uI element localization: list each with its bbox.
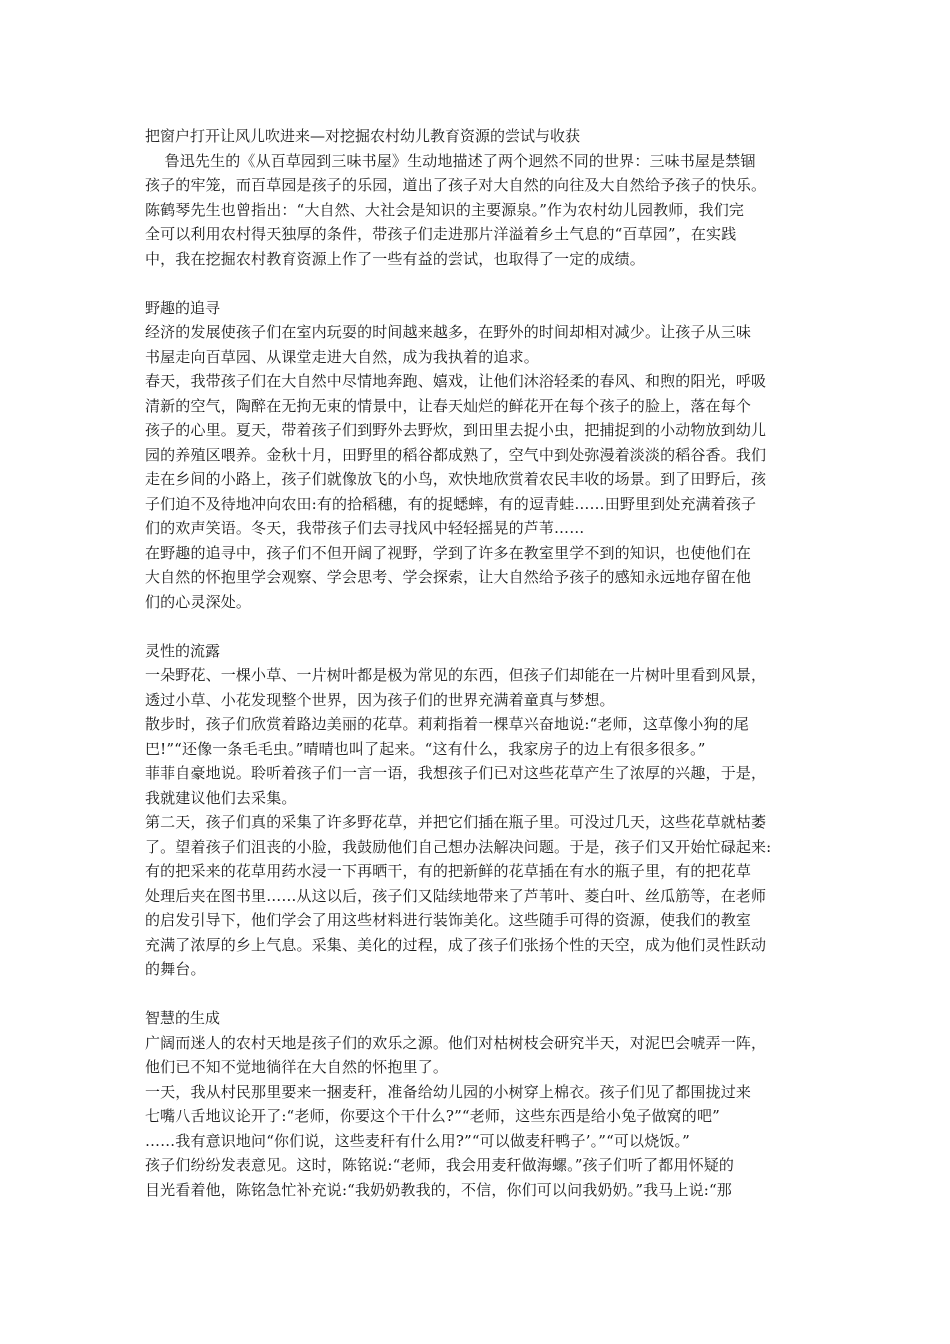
body-line: 了。望着孩子们沮丧的小脸，我鼓励他们自己想办法解决问题。于是，孩子们又开始忙碌起来: (145, 837, 772, 856)
paragraph-gap (145, 614, 805, 639)
intro-line: 鲁迅先生的《从百草园到三味书屋》生动地描述了两个迥然不同的世界：三味书屋是禁锢 (145, 151, 756, 170)
body-line: 的启发引导下，他们学会了用这些材料进行装饰美化。这些随手可得的资源，使我们的教室 (145, 911, 752, 929)
body-line: 七嘴八舌地议论开了:“老师，你要这个干什么?”“老师，这些东西是给小兔子做窝的吧” (145, 1107, 720, 1125)
body-line: 们的心灵深处。 (145, 592, 252, 611)
body-line: 在野趣的追寻中，孩子们不但开阔了视野，学到了许多在教室里学不到的知识，也使他们在 (145, 543, 752, 562)
body-line: 走在乡间的小路上，孩子们就像放飞的小鸟，欢快地欣赏着农民丰收的场景。到了田野后，孩 (145, 470, 767, 488)
section-wild-fun (145, 296, 805, 615)
body-line: 第二天，孩子们真的采集了许多野花草，并把它们插在瓶子里。可没过几天，这些花草就枯萎 (145, 813, 767, 831)
body-line: 书屋走向百草园、从课堂走进大自然，成为我执着的追求。 (145, 347, 539, 366)
body-line: 大自然的怀抱里学会观察、学会思考、学会探索，让大自然给予孩子的感知永远地存留在他 (145, 568, 752, 586)
document-page (145, 124, 805, 1202)
body-line: 有的把采来的花草用药水浸一下再晒干，有的把新鲜的花草插在有水的瓶子里，有的把花草 (145, 862, 752, 880)
body-line: 透过小草、小花发现整个世界，因为孩子们的世界充满着童真与梦想。 (145, 690, 615, 709)
body-line: 一天，我从村民那里要来一捆麦秆，准备给幼儿园的小树穿上棉衣。孩子们见了都围拢过来 (145, 1082, 752, 1101)
body-line: 充满了浓厚的乡上气息。采集、美化的过程，成了孩子们张扬个性的天空，成为他们灵性跃动 (145, 935, 767, 954)
body-line: 们的欢声笑语。冬天，我带孩子们去寻找风中轻轻摇晃的芦苇…… (145, 519, 585, 537)
document-title: 把窗户打开让风儿吹进来—对挖掘农村幼儿教育资源的尝试与收获 (145, 127, 581, 145)
body-line: 目光看着他，陈铭急忙补充说:“我奶奶教我的，不信，你们可以问我奶奶。”我马上说:“那 (145, 1180, 732, 1199)
section-heading: 灵性的流露 (145, 641, 221, 660)
body-line: 的舞台。 (145, 960, 206, 978)
body-line: ……我有意识地问“你们说，这些麦秆有什么用?”“可以做麦秆鸭子’。”“可以烧饭。” (145, 1131, 690, 1150)
body-line: 经济的发展使孩子们在室内玩耍的时间越来越多，在野外的时间却相对减少。让孩子从三味 (145, 323, 752, 341)
intro-paragraph (145, 149, 805, 272)
body-line: 子们迫不及待地冲向农田:有的拾稻穗，有的捉蟋蟀，有的逗青蛙……田野里到处充满着孩子 (145, 494, 757, 513)
body-line: 散步时，孩子们欣赏着路边美丽的花草。莉莉指着一棵草兴奋地说:“老师，这草像小狗的尾 (145, 715, 749, 733)
body-line: 一朵野花、一棵小草、一片树叶都是极为常见的东西，但孩子们却能在一片树叶里看到风景， (145, 666, 767, 684)
intro-line: 全可以利用农村得天独厚的条件，带孩子们走进那片洋溢着乡土气息的“百草园”，在实践 (145, 225, 737, 243)
intro-line: 孩子的牢笼，而百草园是孩子的乐园，道出了孩子对大自然的向往及大自然给予孩子的快乐。 (145, 176, 767, 194)
body-line: 处理后夹在图书里……从这以后，孩子们又陆续地带来了芦苇叶、菱白叶、丝瓜筋等，在老师 (145, 886, 767, 905)
section-heading: 野趣的追寻 (145, 298, 221, 317)
section-heading: 智慧的生成 (145, 1009, 221, 1027)
body-line: 菲菲自豪地说。聆听着孩子们一言一语，我想孩子们已对这些花草产生了浓厚的兴趣，于是， (145, 764, 767, 782)
body-line: 巴!”“还像一条毛毛虫。”晴晴也叫了起来。“这有什么，我家房子的边上有很多很多。” (145, 739, 706, 758)
body-line: 孩子们纷纷发表意见。这时，陈铭说:“老师，我会用麦秆做海螺。”孩子们听了都用怀疑的 (145, 1156, 735, 1174)
body-line: 园的养殖区喂养。金秋十月，田野里的稻谷都成熟了，空气中到处弥漫着淡淡的稻谷香。我们 (145, 445, 767, 464)
body-line: 我就建议他们去采集。 (145, 788, 297, 807)
paragraph-gap (145, 982, 805, 1007)
body-line: 清新的空气，陶醉在无拘无束的情景中，让春天灿烂的鲜花开在每个孩子的脸上，落在每个 (145, 396, 752, 415)
intro-line: 中，我在挖掘农村教育资源上作了一些有益的尝试，也取得了一定的成绩。 (145, 249, 645, 268)
body-line: 孩子的心里。夏天，带着孩子们到野外去野炊，到田里去捉小虫，把捕捉到的小动物放到幼儿 (145, 421, 767, 439)
body-line: 广阔而迷人的农村天地是孩子们的欢乐之源。他们对枯树枝会研究半天，对泥巴会唬弄一阵， (145, 1033, 767, 1052)
paragraph-gap (145, 271, 805, 296)
section-wisdom (145, 1006, 805, 1202)
intro-line: 陈鹤琴先生也曾指出：“大自然、大社会是知识的主要源泉。”作为农村幼儿园教师，我们完 (145, 200, 744, 219)
section-spirit (145, 639, 805, 982)
body-line: 他们已不知不觉地徜徉在大自然的怀抱里了。 (145, 1058, 449, 1076)
body-line: 春天，我带孩子们在大自然中尽情地奔跑、嬉戏，让他们沐浴轻柔的春风、和煦的阳光，呼吸 (145, 372, 767, 390)
